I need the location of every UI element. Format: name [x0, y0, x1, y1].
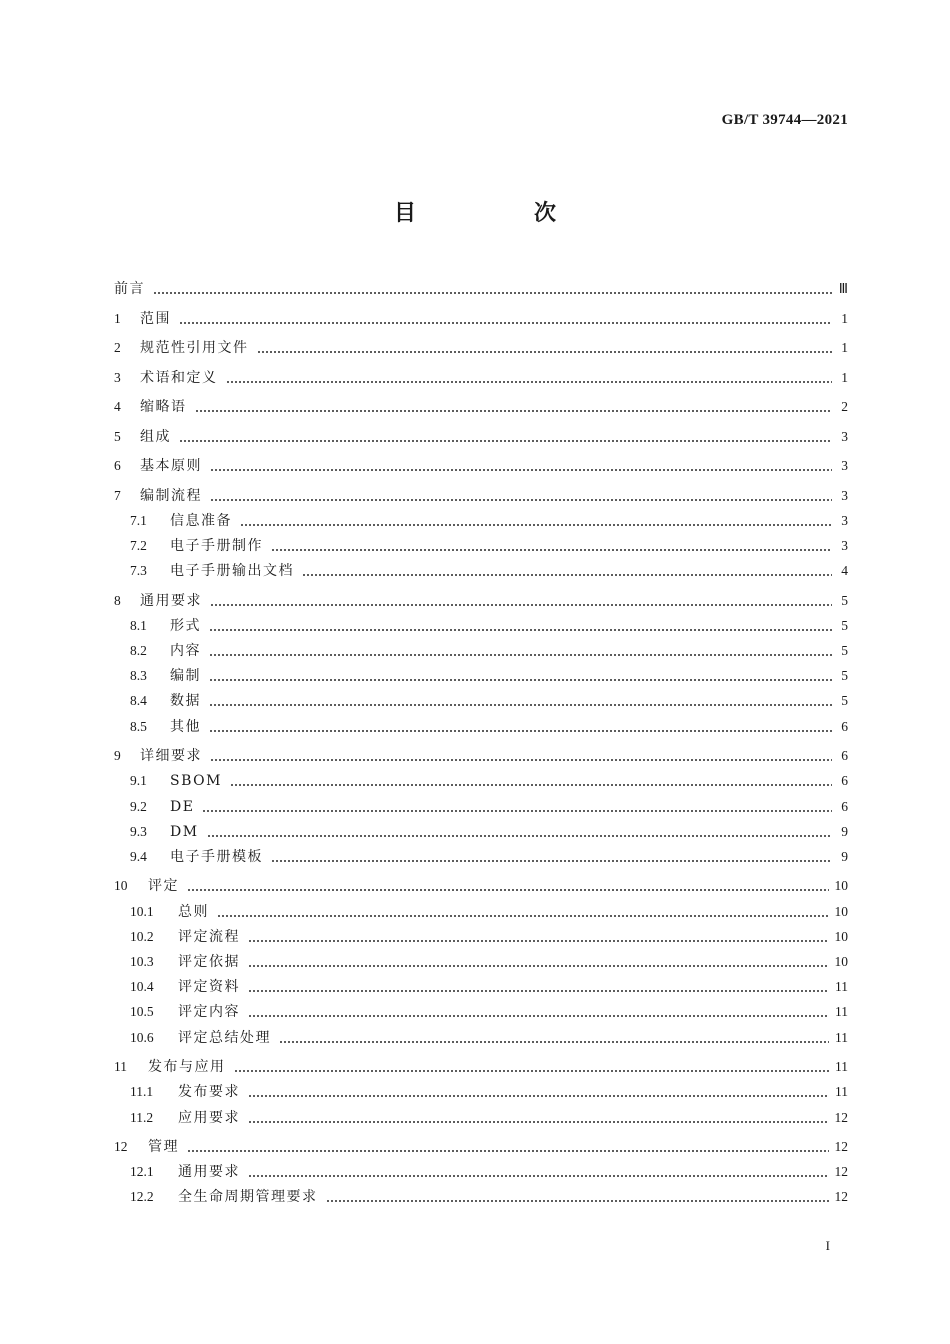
toc-entry-title: 术语和定义 — [140, 369, 218, 386]
toc-entry-title: 前言 — [114, 281, 145, 297]
toc-entry-page: 2 — [841, 399, 848, 414]
toc-entry-number: 9 — [114, 748, 121, 764]
toc-entry-title: 应用要求 — [178, 1109, 240, 1126]
toc-entry — [114, 871, 848, 895]
toc-dot-leader — [210, 499, 832, 501]
toc-dot-leader — [326, 1200, 829, 1202]
toc-entry-number: 11 — [114, 1059, 127, 1075]
toc-entry-number: 10.6 — [130, 1029, 154, 1045]
toc-entry-number: 6 — [114, 458, 121, 473]
toc-entry-number: 12.1 — [130, 1164, 154, 1180]
toc-entry-title: 数据 — [170, 693, 201, 710]
toc-dot-leader — [207, 835, 832, 837]
toc-entry-page: 10 — [834, 903, 848, 919]
toc-entry-number: 10.1 — [130, 903, 154, 919]
toc-entry-number: 8.3 — [130, 668, 147, 684]
toc-entry-title: 编制 — [170, 668, 201, 685]
toc-entry-title: 评定资料 — [178, 979, 240, 996]
toc-entry-page: 6 — [841, 798, 848, 814]
toc-entry-number: 10 — [114, 878, 128, 894]
toc-entry-page: 3 — [841, 537, 848, 553]
toc-entry-number: 10.4 — [130, 979, 154, 995]
toc-entry-page: 12 — [834, 1189, 848, 1205]
toc-entry — [130, 1077, 848, 1101]
toc-entry — [130, 972, 848, 996]
toc-dot-leader — [210, 759, 832, 761]
toc-entry-title: 评定流程 — [178, 928, 240, 945]
toc-entry — [114, 422, 848, 446]
toc-entry — [114, 586, 848, 610]
toc-entry-title: 通用要求 — [140, 592, 202, 609]
toc-entry-title: 电子手册模板 — [170, 848, 263, 865]
toc-entry-page: 5 — [841, 592, 848, 608]
toc-entry-title: 全生命周期管理要求 — [178, 1189, 318, 1206]
toc-entry-number: 4 — [114, 399, 121, 414]
toc-entry-page: 11 — [835, 979, 848, 995]
toc-entry — [114, 274, 848, 298]
toc-entry-number: 9.2 — [130, 798, 147, 814]
toc-entry-page: 10 — [834, 954, 848, 969]
toc-entry — [130, 636, 848, 660]
toc-entry-page: 1 — [841, 369, 848, 385]
toc-entry-number: 2 — [114, 340, 121, 355]
toc-entry — [130, 611, 848, 635]
toc-entry — [130, 1182, 848, 1206]
toc-entry-title: 其他 — [170, 718, 201, 735]
toc-entry-title: 组成 — [140, 428, 171, 445]
toc-entry-page: 3 — [841, 512, 848, 528]
toc-dot-leader — [234, 1070, 830, 1072]
toc-entry-page: 1 — [841, 310, 848, 326]
toc-dot-leader — [209, 679, 832, 681]
toc-entry-number: 7 — [114, 487, 121, 503]
toc-entry-title: 发布要求 — [178, 1084, 240, 1101]
toc-entry-title: 范围 — [140, 310, 171, 327]
toc-entry-number: 8.4 — [130, 693, 147, 709]
toc-entry — [130, 766, 848, 790]
toc-entry-page: 5 — [841, 693, 848, 709]
toc-entry — [114, 363, 848, 387]
toc-entry-title: 信息准备 — [170, 512, 232, 529]
toc-entry — [130, 1103, 848, 1127]
toc-entry-title: 形式 — [170, 617, 201, 634]
page-footer-number: I — [825, 1238, 830, 1253]
standard-number: GB/T 39744—2021 — [721, 112, 848, 128]
toc-entry-number: 8.2 — [130, 643, 147, 658]
toc-dot-leader — [279, 1041, 829, 1043]
toc-entry-number: 7.1 — [130, 512, 147, 528]
toc-entry-number: 1 — [114, 310, 121, 326]
toc-entry-page: 12 — [834, 1139, 848, 1154]
toc-entry-number: 5 — [114, 428, 121, 444]
toc-entry — [114, 741, 848, 765]
toc-entry — [114, 451, 848, 475]
toc-dot-leader — [187, 1150, 829, 1152]
toc-entry — [130, 556, 848, 580]
toc-entry-title: 通用要求 — [178, 1164, 240, 1181]
toc-entry-page: 11 — [835, 1084, 848, 1100]
toc-entry — [130, 997, 848, 1021]
toc-dot-leader — [248, 965, 829, 967]
toc-entry-page: 12 — [834, 1109, 848, 1125]
toc-entry — [130, 506, 848, 530]
toc-entry — [130, 686, 848, 710]
toc-dot-leader — [248, 940, 829, 942]
toc-entry — [130, 531, 848, 555]
toc-entry-number: 10.2 — [130, 928, 154, 944]
toc-dot-leader — [226, 381, 833, 383]
toc-entry — [130, 842, 848, 866]
toc-dot-leader — [248, 1015, 829, 1017]
toc-dot-leader — [248, 1095, 829, 1097]
toc-entry-number: 9.3 — [130, 823, 147, 839]
toc-entry — [130, 712, 848, 736]
toc-entry-number: 7.3 — [130, 563, 147, 579]
toc-entry-number: 12.2 — [130, 1189, 154, 1205]
toc-entry-page: 11 — [835, 1059, 848, 1075]
toc-entry-number: 10.5 — [130, 1004, 154, 1020]
toc-entry-title: 编制流程 — [140, 487, 202, 504]
toc-entry — [130, 897, 848, 921]
toc-entry-title: 管理 — [148, 1139, 179, 1155]
toc-entry-title: 评定 — [148, 878, 179, 895]
toc-entry-page: 5 — [841, 643, 848, 658]
toc-entry — [114, 1132, 848, 1156]
toc-entry-number: 9.4 — [130, 848, 147, 864]
toc-entry-number: 11.2 — [130, 1109, 154, 1125]
toc-entry-page: 11 — [835, 1029, 848, 1045]
toc-dot-leader — [230, 784, 832, 786]
toc-entry-number: 7.2 — [130, 537, 147, 553]
toc-entry-page: 6 — [841, 748, 848, 764]
toc-entry-title: 发布与应用 — [148, 1059, 226, 1076]
toc-entry-page: Ⅲ — [838, 281, 848, 296]
toc-entry — [114, 304, 848, 328]
toc-entry-title: 电子手册输出文档 — [170, 563, 294, 580]
toc-dot-leader — [248, 990, 829, 992]
toc-entry-title: SBOM — [170, 773, 222, 790]
toc-entry-number: 8.5 — [130, 718, 147, 734]
toc-dot-leader — [302, 574, 832, 576]
toc-entry-page: 9 — [841, 823, 848, 839]
toc-entry-title: 总则 — [178, 903, 209, 920]
toc-entry-page: 6 — [841, 773, 848, 789]
toc-dot-leader — [217, 915, 829, 917]
toc-entry-page: 3 — [841, 487, 848, 503]
toc-dot-leader — [210, 469, 832, 471]
toc-entry-number: 10.3 — [130, 954, 154, 969]
toc-entry — [130, 1157, 848, 1181]
toc-entry — [114, 1052, 848, 1076]
toc-dot-leader — [202, 810, 832, 812]
toc-entry — [130, 792, 848, 816]
toc-entry — [114, 333, 848, 357]
toc-entry-page: 1 — [841, 340, 848, 355]
toc-entry-page: 4 — [841, 563, 848, 579]
toc-dot-leader — [271, 549, 832, 551]
toc-dot-leader — [210, 604, 832, 606]
toc-entry — [130, 1023, 848, 1047]
toc-entry-number: 8.1 — [130, 617, 147, 633]
toc-dot-leader — [240, 524, 832, 526]
toc-title: 目 次 — [393, 201, 604, 226]
toc-dot-leader — [187, 889, 829, 891]
toc-dot-leader — [179, 322, 832, 324]
toc-dot-leader — [209, 654, 832, 656]
toc-dot-leader — [271, 860, 832, 862]
toc-dot-leader — [195, 410, 833, 412]
toc-dot-leader — [179, 440, 832, 442]
toc-entry-page: 10 — [834, 928, 848, 944]
toc-entry-page: 6 — [841, 718, 848, 734]
toc-entry-page: 5 — [841, 617, 848, 633]
toc-entry-page: 3 — [841, 458, 848, 473]
toc-entry-page: 9 — [841, 848, 848, 864]
toc-entry-title: 基本原则 — [140, 458, 202, 474]
toc-entry-title: 详细要求 — [140, 748, 202, 765]
toc-entry-number: 3 — [114, 369, 121, 385]
toc-dot-leader — [209, 730, 832, 732]
toc-entry-number: 9.1 — [130, 773, 147, 789]
toc-entry — [130, 817, 848, 841]
toc-entry — [114, 392, 848, 416]
toc-entry-title: 评定内容 — [178, 1004, 240, 1021]
toc-entry-title: 规范性引用文件 — [140, 340, 249, 356]
toc-dot-leader — [257, 351, 833, 353]
toc-dot-leader — [248, 1121, 829, 1123]
toc-entry-page: 12 — [834, 1164, 848, 1180]
toc-entry — [130, 661, 848, 685]
toc-entry — [130, 922, 848, 946]
toc-entry-title: 内容 — [170, 643, 201, 659]
toc-entry-page: 10 — [834, 878, 848, 894]
toc-entry-number: 8 — [114, 592, 121, 608]
toc-entry-title: DM — [170, 823, 199, 840]
toc-entry-number: 12 — [114, 1139, 128, 1154]
toc-entry-page: 3 — [841, 428, 848, 444]
toc-entry-title: 电子手册制作 — [170, 537, 263, 554]
toc-entry-title: DE — [170, 798, 195, 815]
toc-entry — [130, 947, 848, 971]
toc-entry-title: 评定依据 — [178, 954, 240, 970]
toc-entry-title: 缩略语 — [140, 399, 187, 415]
toc-entry-number: 11.1 — [130, 1084, 154, 1100]
toc-entry-title: 评定总结处理 — [178, 1029, 271, 1046]
toc-entry-page: 11 — [835, 1004, 848, 1020]
toc-entry — [114, 481, 848, 505]
toc-dot-leader — [209, 629, 832, 631]
toc-entry-page: 5 — [841, 668, 848, 684]
toc-dot-leader — [248, 1175, 829, 1177]
toc-dot-leader — [153, 292, 832, 294]
toc-dot-leader — [209, 704, 832, 706]
